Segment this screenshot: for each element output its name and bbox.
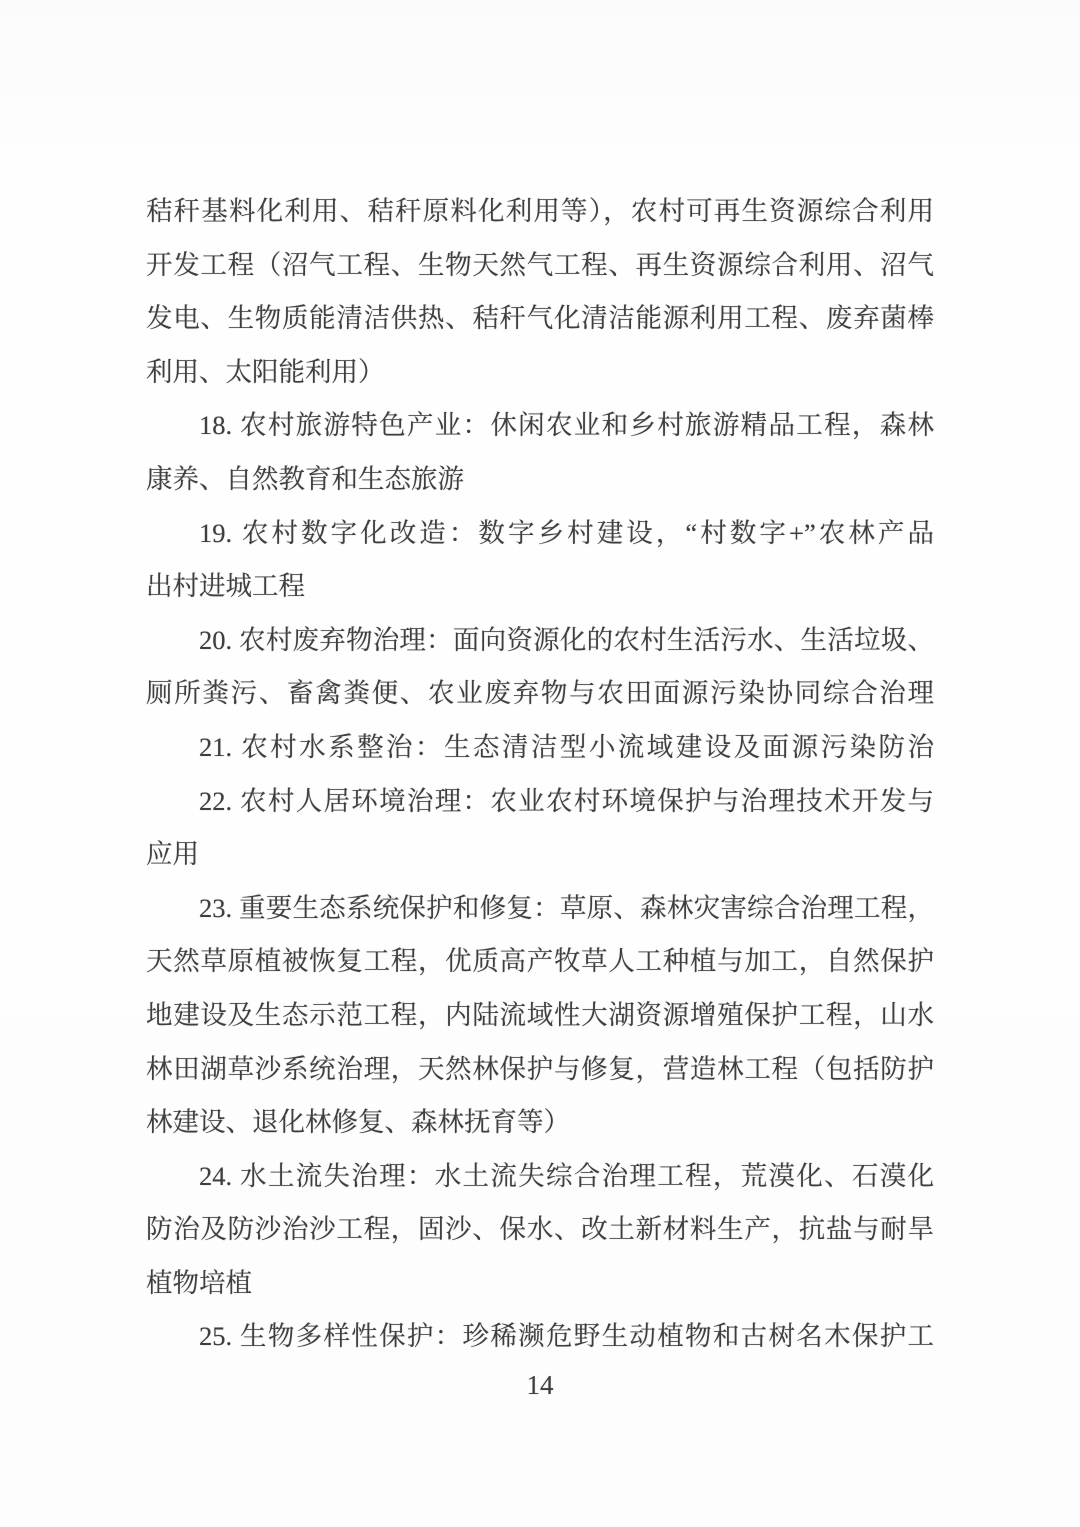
item-21-start-line: 21. 农村水系整治：生态清洁型小流域建设及面源污染防治: [199, 731, 934, 762]
text-line: 林建设、退化林修复、森林抚育等）: [146, 1107, 570, 1138]
item-24-start-line: 24. 水土流失治理：水土流失综合治理工程，荒漠化、石漠化: [199, 1160, 934, 1191]
item-23-start-line: 23. 重要生态系统保护和修复：草原、森林灾害综合治理工程，: [199, 892, 934, 923]
page-number: 14: [526, 1370, 554, 1400]
item-19-start-line: 19. 农村数字化改造：数字乡村建设，“村数字+”农林产品: [199, 517, 934, 548]
text-line: 开发工程（沼气工程、生物天然气工程、再生资源综合利用、沼气: [146, 249, 934, 280]
text-line: 应用: [146, 839, 199, 870]
text-line: 厕所粪污、畜禽粪便、农业废弃物与农田面源污染协同综合治理: [146, 678, 934, 709]
item-22-start-line: 22. 农村人居环境治理：农业农村环境保护与治理技术开发与: [199, 785, 934, 816]
text-line: 秸秆基料化利用、秸秆原料化利用等），农村可再生资源综合利用: [146, 196, 934, 226]
text-line: 天然草原植被恢复工程，优质高产牧草人工种植与加工，自然保护: [146, 946, 934, 977]
item-25-start-line: 25. 生物多样性保护：珍稀濒危野生动植物和古树名木保护工: [199, 1321, 934, 1352]
text-line: 康养、自然教育和生态旅游: [146, 463, 464, 494]
text-line: 发电、生物质能清洁供热、秸秆气化清洁能源利用工程、废弃菌棒: [146, 303, 934, 334]
text-line: 地建设及生态示范工程，内陆流域性大湖资源增殖保护工程，山水: [146, 999, 934, 1030]
body-text: [146, 185, 934, 1364]
text-line: 利用、太阳能利用）: [146, 356, 385, 387]
item-18-start-line: 18. 农村旅游特色产业：休闲农业和乡村旅游精品工程，森林: [199, 410, 934, 441]
text-line: 林田湖草沙系统治理，天然林保护与修复，营造林工程（包括防护: [146, 1053, 934, 1084]
text-line: 出村进城工程: [146, 571, 305, 602]
item-20-start-line: 20. 农村废弃物治理：面向资源化的农村生活污水、生活垃圾、: [199, 624, 934, 655]
text-line: 防治及防沙治沙工程，固沙、保水、改土新材料生产，抗盐与耐旱: [146, 1214, 934, 1245]
text-line: 植物培植: [146, 1267, 252, 1298]
